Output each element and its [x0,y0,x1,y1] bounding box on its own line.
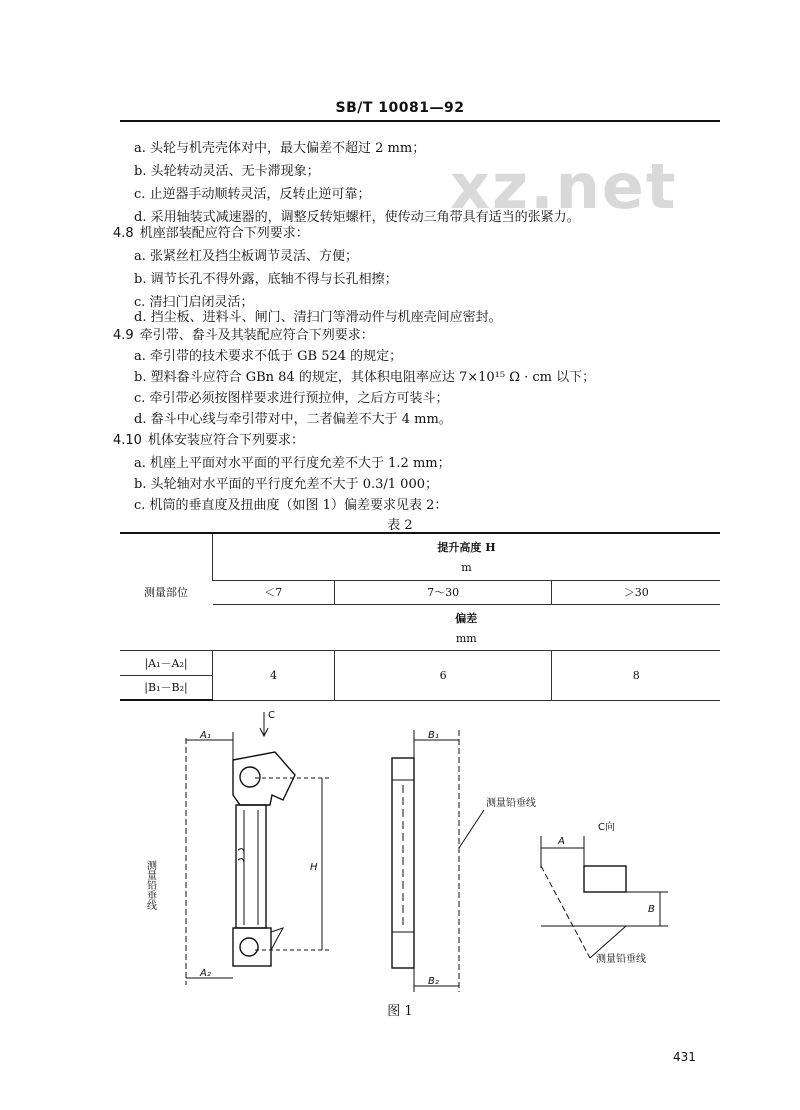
list-item: a. 机座上平面对水平面的平行度允差不大于 1.2 mm； [134,456,451,471]
c-view-section [584,866,626,892]
dimension-a-label: A [558,836,565,847]
head-pulley-icon [240,767,260,787]
section-number: 4.8 [113,226,134,241]
list-item: c. 机筒的垂直度及扭曲度（如图 1）偏差要求见表 2： [134,498,448,513]
dimension-b2-label: B₂ [428,976,439,987]
dimension-a2-label: A₂ [200,968,211,979]
section-title: 机体安装应符合下列要求： [147,433,304,448]
page-number: 431 [673,1050,696,1064]
section-heading-4-10 [113,429,304,448]
list-item: d. 采用轴装式减速器的，调整反转矩螺杆，使传动三角带具有适当的张紧力。 [134,210,580,225]
list-item: c. 牵引带必须按图样要求进行预拉伸，之后方可装斗； [134,391,449,406]
watermark: xz.net [450,150,678,223]
deviation-unit: mm [455,631,477,645]
list-item: b. 头轮转动灵活、无卡滞现象； [134,164,320,179]
boot-housing [233,928,271,966]
section-heading-4-9 [113,324,374,343]
deviation-header [213,604,721,650]
dimension-h-label: H [310,862,318,873]
section-title: 机座部装配应符合下列要求： [139,226,309,241]
standard-code-header: SB/T 10081—92 [335,100,465,116]
list-item: d. 畚斗中心线与牵引带对中，二者偏差不大于 4 mm。 [134,412,452,427]
section-title: 牵引带、畚斗及其装配应符合下列要求： [139,328,374,343]
deviation-label: 偏差 [455,611,478,625]
list-item: b. 塑料畚斗应符合 GBn 84 的规定，其体积电阻率应达 7×10¹⁵ Ω · cm 以下； [134,370,596,385]
figure-caption: 图 1 [387,1004,413,1019]
section-number: 4.10 [113,433,142,448]
list-item: c. 止逆器手动顺转灵活，反转止逆可靠； [134,187,371,202]
boot-pulley-icon [240,938,258,956]
list-item: b. 调节长孔不得外露，底轴不得与长孔相擦； [134,272,398,287]
list-item: c. 清扫门启闭灵活； [134,295,254,310]
figure-1-drawing [0,700,800,1000]
dimension-b1-label: B₁ [428,730,439,741]
table-row-label: |A₁－A₂| [120,650,213,675]
range-cell: ＞30 [552,580,720,604]
c-view-label: C向 [598,822,615,833]
list-item: d. 挡尘板、进料斗、闸门、清扫门等滑动件与机座壳间应密封。 [134,310,502,325]
boot-inlet [271,928,283,950]
table-row-label: |B₁－B₂| [120,675,213,700]
c-arrow-label: C [268,710,275,721]
value-cell: 8 [552,650,720,700]
table-title: 表 2 [387,518,413,533]
plumb-label-middle: 测量铅垂线 [486,798,536,809]
plumb-leader [459,810,484,848]
plumb-line-right [541,866,590,958]
plumb-label-right: 测量铅垂线 [596,954,646,965]
dimension-b-label: B [648,904,655,915]
list-item: a. 张紧丝杠及挡尘板调节灵活、方便； [134,249,359,264]
plumb-label-left: 测量铅垂线 [144,860,156,910]
table-col-header: 测量部位 [120,533,213,650]
section-number: 4.9 [113,328,134,343]
value-cell: 6 [334,650,552,700]
value-cell: 4 [213,650,335,700]
height-label: 提升高度 H [437,541,496,555]
elevator-casing [236,805,266,928]
table-2 [120,532,720,701]
range-cell: 7～30 [334,580,552,604]
section-heading-4-8 [113,222,309,241]
height-unit: m [461,561,472,575]
height-header [213,533,721,580]
dimension-a1-label: A₁ [200,730,211,741]
list-item: a. 头轮与机壳壳体对中，最大偏差不超过 2 mm； [134,141,426,156]
range-cell: ＜7 [213,580,335,604]
header-rule [120,120,720,122]
bucket-icon [238,849,244,864]
list-item: a. 牵引带的技术要求不低于 GB 524 的规定； [134,349,403,364]
list-item: b. 头轮轴对水平面的平行度允差不大于 0.3/1 000； [134,477,438,492]
